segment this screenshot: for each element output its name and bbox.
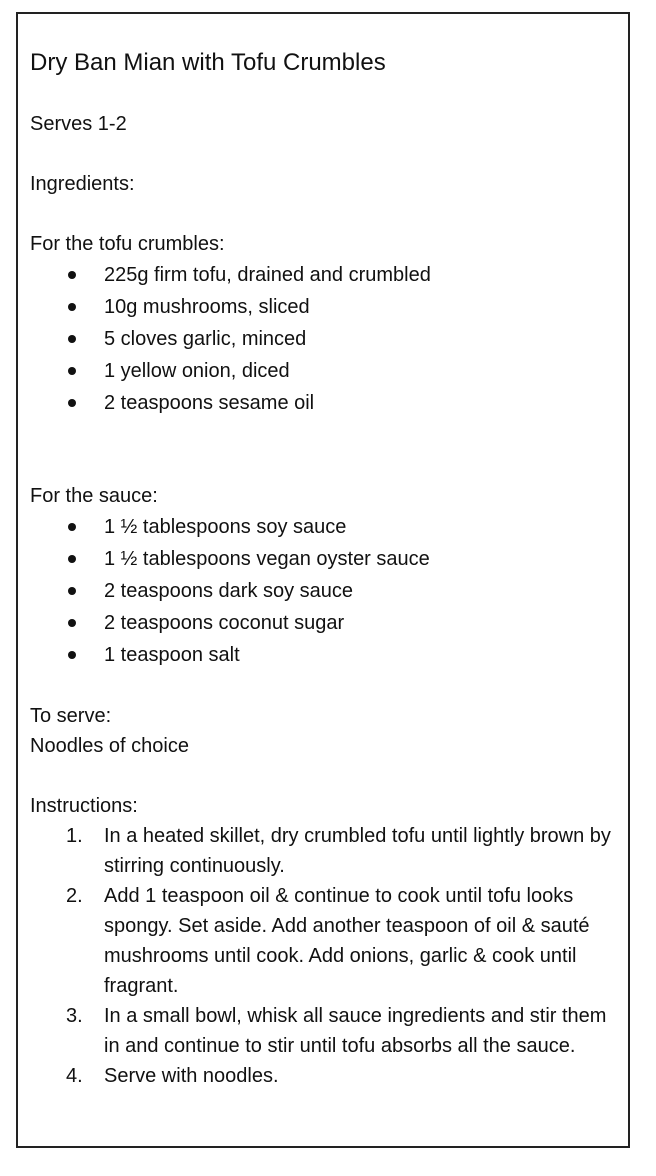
serve-section-heading: To serve: xyxy=(30,705,112,727)
step-text: Add 1 teaspoon oil & continue to cook until tofu looks spongy. Set aside. Add another teaspoon of oil & sauté mushrooms until cook. Add onions, garlic & cook until fragrant. xyxy=(104,885,590,997)
spacer xyxy=(30,419,616,481)
serves-text: Serves 1-2 xyxy=(30,113,127,135)
ingredients-heading: Ingredients: xyxy=(30,173,135,195)
instruction-step xyxy=(66,1061,616,1091)
list-item: 5 cloves garlic, minced xyxy=(68,323,616,355)
instructions-heading: Instructions: xyxy=(30,795,138,817)
list-item: 2 teaspoons sesame oil xyxy=(68,387,616,419)
tofu-ingredient-list xyxy=(30,259,616,419)
step-number: 3. xyxy=(66,1005,83,1027)
instruction-step xyxy=(66,821,616,881)
list-item: 1 yellow onion, diced xyxy=(68,355,616,387)
step-number: 2. xyxy=(66,885,83,907)
step-text: Serve with noodles. xyxy=(104,1065,279,1087)
list-item: 2 teaspoons coconut sugar xyxy=(68,607,616,639)
instruction-step xyxy=(66,1001,616,1061)
recipe-card xyxy=(16,12,630,1148)
list-item: 10g mushrooms, sliced xyxy=(68,291,616,323)
tofu-section-heading: For the tofu crumbles: xyxy=(30,233,225,255)
spacer xyxy=(30,671,616,701)
sauce-section-heading: For the sauce: xyxy=(30,485,158,507)
list-item: 225g firm tofu, drained and crumbled xyxy=(68,259,616,291)
list-item: 1 ½ tablespoons vegan oyster sauce xyxy=(68,543,616,575)
sauce-ingredient-list xyxy=(30,511,616,671)
list-item: 1 teaspoon salt xyxy=(68,639,616,671)
step-text: In a small bowl, whisk all sauce ingredients and stir them in and continue to stir until tofu absorbs all the sauce. xyxy=(104,1005,607,1057)
spacer xyxy=(30,761,616,791)
instructions-list xyxy=(30,821,616,1091)
step-text: In a heated skillet, dry crumbled tofu until lightly brown by stirring continuously. xyxy=(104,825,611,877)
step-number: 4. xyxy=(66,1065,83,1087)
list-item: 2 teaspoons dark soy sauce xyxy=(68,575,616,607)
step-number: 1. xyxy=(66,825,83,847)
instruction-step xyxy=(66,881,616,1001)
serve-text: Noodles of choice xyxy=(30,735,189,757)
recipe-title: Dry Ban Mian with Tofu Crumbles xyxy=(30,49,386,76)
list-item: 1 ½ tablespoons soy sauce xyxy=(68,511,616,543)
